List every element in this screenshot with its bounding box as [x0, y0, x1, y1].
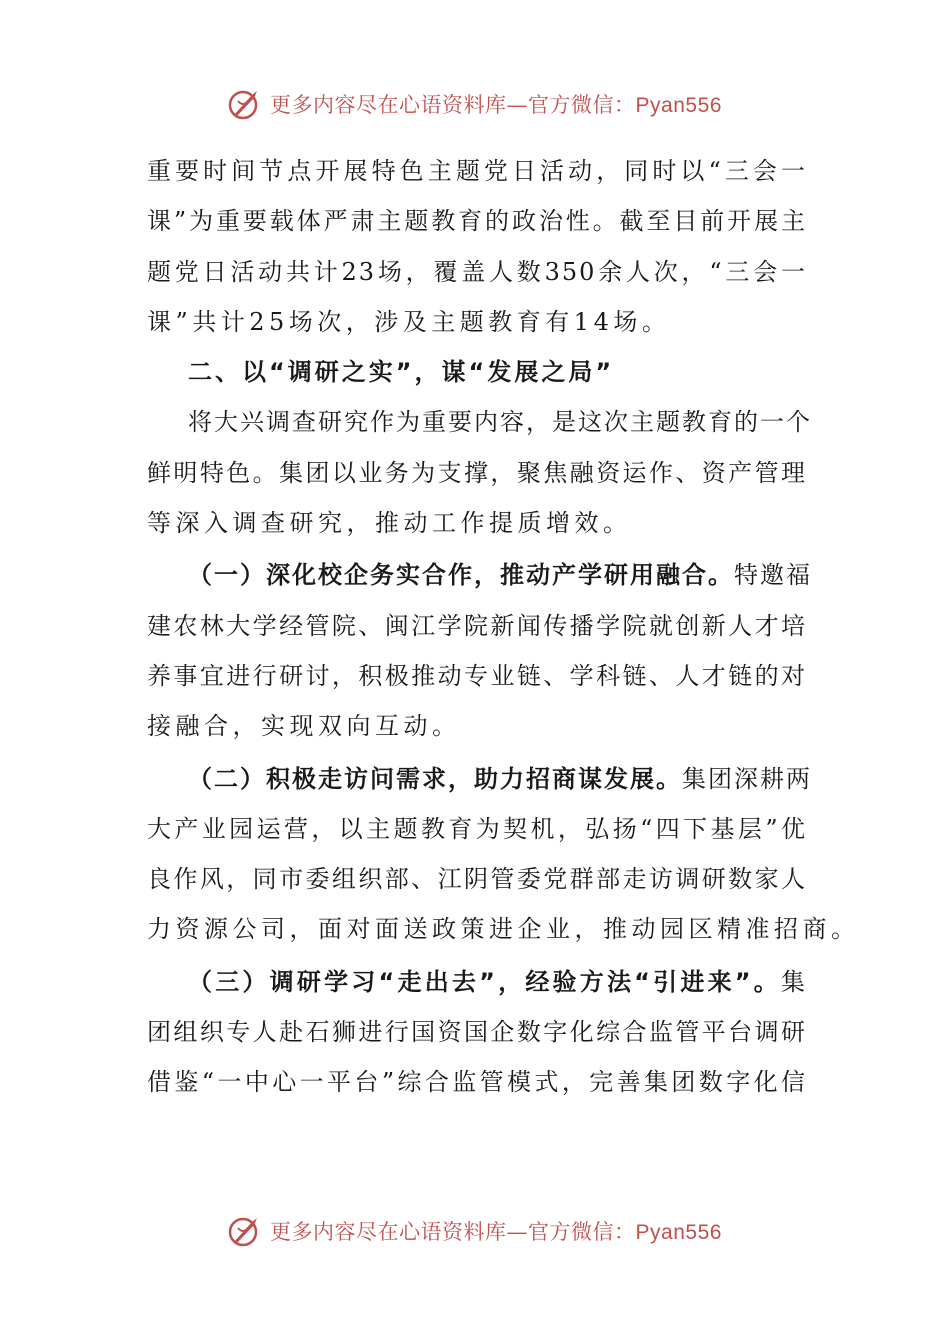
item3-first-line	[147, 957, 807, 1007]
item2-tail: 集团深耕两	[682, 764, 812, 793]
para1-line-4: 课”共计25场次，涉及主题教育有14场。	[147, 307, 671, 336]
item1-line-2: 建农林大学经管院、闽江学院新闻传播学院就创新人才培	[147, 611, 807, 640]
para1-line-3: 题党日活动共计23场，覆盖人数350余人次，“三会一	[147, 257, 807, 286]
item1-tail: 特邀福	[734, 561, 812, 590]
item3-title: （三）调研学习“走出去”，经验方法“引进来”。	[188, 967, 781, 996]
para2-line-1: 将大兴调查研究作为重要内容，是这次主题教育的一个	[188, 408, 812, 437]
wechat-id: Pyan556	[635, 94, 722, 117]
para2-line-3: 等深入调查研究，推动工作提质增效。	[147, 509, 632, 538]
item2-title: （二）积极走访问需求，助力招商谋发展。	[188, 764, 682, 793]
item2-line-2: 大产业园运营，以主题教育为契机，弘扬“四下基层”优	[147, 814, 807, 843]
pen-logo-icon	[228, 1214, 262, 1248]
item1-line-3: 养事宜进行研讨，积极推动专业链、学科链、人才链的对	[147, 661, 807, 690]
watermark-text: 更多内容尽在心语资料库—官方微信：Pyan556	[270, 1220, 722, 1244]
item2-line-3: 良作风，同市委组织部、江阴管委党群部走访调研数家人	[147, 865, 807, 894]
para1-line-1: 重要时间节点开展特色主题党日活动，同时以“三会一	[147, 157, 807, 185]
item3-line-2: 团组织专人赴石狮进行国资国企数字化综合监管平台调研	[147, 1018, 807, 1047]
item1-line-4: 接融合，实现双向互动。	[147, 712, 461, 741]
para1-line-2: 课”为重要载体严肃主题教育的政治性。截至目前开展主	[147, 207, 807, 236]
para2-line-2: 鲜明特色。集团以业务为支撑，聚焦融资运作、资产管理	[147, 458, 807, 487]
item3-line-3: 借鉴“一中心一平台”综合监管模式，完善集团数字化信	[147, 1068, 807, 1097]
item1-title: （一）深化校企务实合作，推动产学研用融合。	[188, 561, 734, 590]
pen-logo-icon	[228, 87, 262, 121]
footer-watermark	[0, 1211, 950, 1251]
item1-first-line	[147, 550, 812, 600]
item2-line-4: 力资源公司，面对面送政策进企业，推动园区精准招商。	[147, 915, 860, 944]
watermark-text: 更多内容尽在心语资料库—官方微信：Pyan556	[270, 93, 722, 117]
header-watermark	[0, 84, 950, 124]
item2-first-line	[147, 754, 812, 804]
item3-tail: 集	[781, 967, 807, 996]
document-body	[147, 146, 860, 1108]
wechat-id: Pyan556	[635, 1221, 722, 1244]
section-heading: 二、以“调研之实”，谋“发展之局”	[188, 358, 615, 387]
